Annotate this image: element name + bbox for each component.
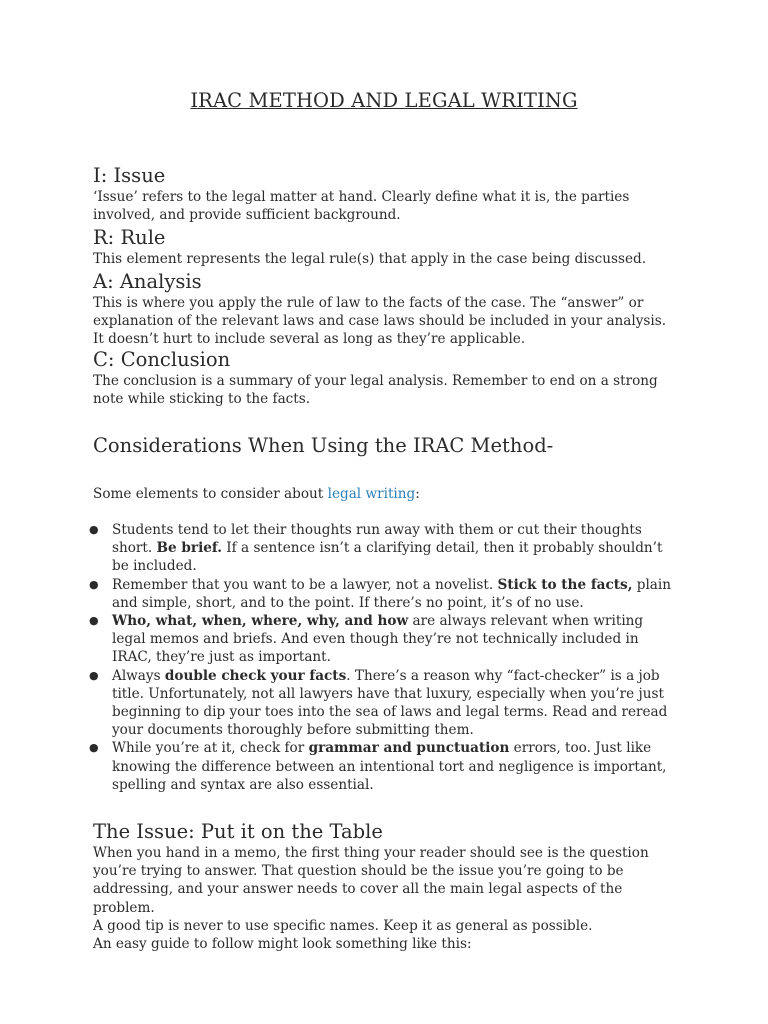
section-text: ‘Issue’ refers to the legal matter at hand. Clearly define what it is, the parties involved, and provide sufficient background. [93, 189, 630, 224]
considerations-list [89, 521, 673, 794]
document-title: IRAC METHOD AND LEGAL WRITING [190, 89, 578, 112]
section-issue [93, 164, 678, 224]
intro-colon: : [415, 486, 420, 502]
considerations-heading-block [93, 434, 678, 458]
legal-writing-link[interactable]: legal writing [327, 486, 416, 502]
list-item: ● Always double check your facts. There’s a reason why “fact-checker” is a job title. Unfortunately, not all lawyers have that luxury, especially when you’re just beginning to dip your toes into the sea of laws and legal terms. Read and reread your documents thoroughly before submitting them. [89, 667, 668, 739]
list-item: ● Who, what, when, where, why, and how are always relevant when writing legal memos and briefs. And even though they’re not technically included in IRAC, they’re just as important. [89, 613, 644, 666]
intro-text: Some elements to consider about [93, 486, 328, 502]
bullet-icon: ● [89, 614, 99, 628]
section-text: This element represents the legal rule(s) that apply in the case being discussed. [93, 251, 647, 267]
considerations-intro [93, 485, 678, 503]
bullet-icon: ● [89, 523, 99, 536]
issue-table-heading: The Issue: Put it on the Table [93, 820, 383, 843]
section-text: This is where you apply the rule of law to the facts of the case. The “answer” or explanation of the relevant laws and case laws should be included in your analysis. It doesn’t hurt to include several as long as they’re applicable. [93, 295, 667, 348]
list-item: ● Students tend to let their thoughts run away with them or cut their thoughts short. Be brief. If a sentence isn’t a clarifying detail, then it probably shouldn’t be included. [89, 522, 663, 575]
considerations-heading: Considerations When Using the IRAC Method- [93, 434, 554, 457]
section-rule [93, 226, 678, 268]
section-issue-table [93, 820, 678, 953]
section-heading: R: Rule [93, 226, 166, 249]
section-heading: I: Issue [93, 164, 166, 187]
section-heading: A: Analysis [93, 270, 202, 293]
issue-table-paragraph: When you hand in a memo, the first thing your reader should see is the question you’re trying to answer. That question should be the issue you’re going to be addressing, and your answer needs to cover all the main legal aspects of the problem. [93, 845, 649, 916]
section-conclusion [93, 348, 678, 408]
bullet-icon: ● [89, 741, 99, 755]
section-heading: C: Conclusion [93, 348, 231, 371]
bullet-icon: ● [89, 668, 99, 682]
issue-table-tip: A good tip is never to use specific names. Keep it as general as possible. [93, 917, 593, 934]
section-text: The conclusion is a summary of your legal analysis. Remember to end on a strong note while sticking to the facts. [93, 373, 658, 408]
list-item: ● Remember that you want to be a lawyer, not a novelist. Stick to the facts, plain and simple, short, and to the point. If there’s no point, it’s of no use. [89, 576, 672, 611]
section-analysis [93, 270, 678, 349]
issue-table-guide: An easy guide to follow might look something like this: [93, 936, 472, 953]
list-item: ● While you’re at it, check for grammar and punctuation errors, too. Just like knowing the difference between an intentional tort and negligence is important, spelling and syntax are also essential. [89, 740, 667, 793]
bullet-icon: ● [89, 577, 99, 591]
